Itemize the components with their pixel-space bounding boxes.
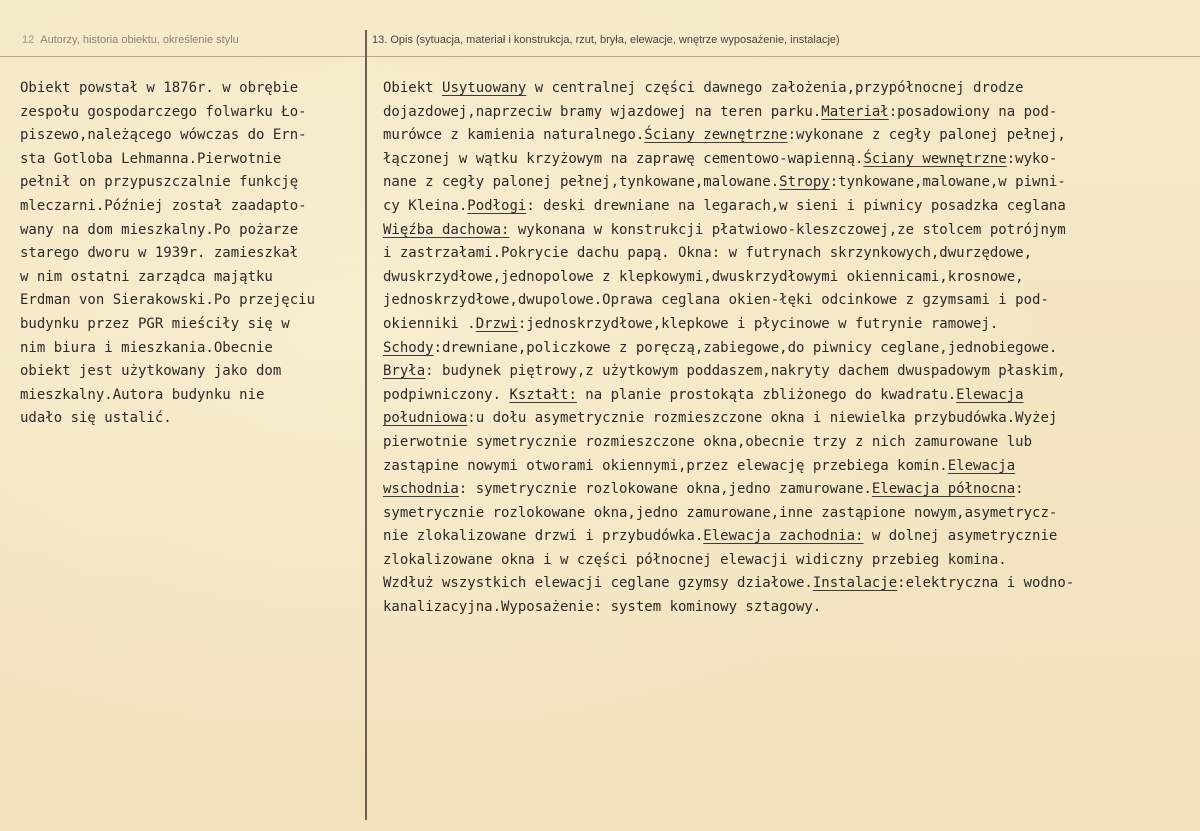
description-text: symetrycznie rozlokowane okna,jedno zamurowane,inne zastąpione nowym,asymetrycz- <box>383 504 1058 521</box>
description-text: Wzdłuż wszystkich elewacji ceglane gzymsy działowe. <box>383 575 813 592</box>
description-line <box>383 195 1074 219</box>
description-text-block <box>383 77 1074 620</box>
description-line <box>383 171 1074 195</box>
history-text-block <box>20 77 315 431</box>
history-line: pełnił on przypuszczalnie funkcję <box>20 174 299 191</box>
description-text: podpiwniczony. <box>383 386 510 403</box>
history-line: mleczarni.Później został zaadapto- <box>20 197 307 214</box>
description-text: łączonej w wątku krzyżowym na zaprawę cementowo-wapienną. <box>383 150 864 167</box>
section-13-header: 13. Opis (sytuacja, materiał i konstrukcja, rzut, bryła, elewacje, wnętrze wyposażenie, instalacje) <box>372 34 840 46</box>
description-text: zlokalizowane okna i w części północnej elewacji widiczny przebieg komina. <box>383 551 1007 568</box>
description-line <box>383 384 1074 408</box>
description-text: okienniki . <box>383 315 476 332</box>
description-text: :u dołu asymetrycznie rozmieszczone okna i niewielka przybudówka.Wyżej <box>467 410 1058 427</box>
description-text: :wyko- <box>1006 150 1058 167</box>
description-text: : symetrycznie rozlokowane okna,jedno zamurowane. <box>458 481 872 498</box>
description-text: w dolnej asymetrycznie <box>863 528 1058 545</box>
underlined-heading: Więźba dachowa: <box>383 221 510 238</box>
history-line: Erdman von Sierakowski.Po przejęciu <box>20 292 316 309</box>
history-line: Obiekt powstał w 1876r. w obrębie <box>20 80 299 96</box>
underlined-heading: Elewacja <box>947 457 1016 474</box>
underlined-heading: Bryła <box>383 363 426 380</box>
description-text: :jednoskrzydłowe,klepkowe i płycinowe w futrynie ramowej. <box>517 315 999 332</box>
underlined-heading: Usytuowany <box>442 80 527 96</box>
history-line: w nim ostatni zarządca majątku <box>20 268 273 285</box>
underlined-heading: Elewacja <box>956 386 1024 403</box>
history-line: zespołu gospodarczego folwarku Ło- <box>20 103 307 120</box>
underlined-heading: południowa <box>383 410 468 427</box>
description-line <box>383 572 1074 596</box>
description-line <box>383 266 1074 290</box>
description-line <box>383 478 1074 502</box>
description-line <box>383 219 1074 243</box>
description-line <box>383 525 1074 549</box>
description-line <box>383 77 1074 101</box>
description-text: nane z cegły palonej pełnej,tynkowane,malowane. <box>383 174 780 191</box>
description-line <box>383 101 1074 125</box>
history-line: nim biura i mieszkania.Obecnie <box>20 339 273 356</box>
underlined-heading: Stropy <box>779 174 830 191</box>
description-line <box>383 289 1074 313</box>
underlined-heading: wschodnia <box>383 481 459 498</box>
history-line: sta Gotloba Lehmanna.Pierwotnie <box>20 150 282 167</box>
description-text: wykonana w konstrukcji płatwiowo-kleszczowej,ze stolcem potrójnym <box>509 221 1066 238</box>
underlined-heading: Schody <box>383 339 434 356</box>
description-text: zastąpine nowymi otworami okiennymi,przez elewację przebiega komin. <box>383 457 948 474</box>
underlined-heading: Podłogi <box>467 197 527 214</box>
description-text: pierwotnie symetrycznie rozmieszczone okna,obecnie trzy z nich zamurowane lub <box>383 433 1033 450</box>
underlined-heading: Ściany zewnętrzne <box>644 127 788 144</box>
history-line: budynku przez PGR mieściły się w <box>20 315 290 332</box>
description-text: :elektryczna i wodno- <box>897 575 1075 592</box>
history-line: mieszkalny.Autora budynku nie <box>20 386 265 403</box>
description-line <box>383 124 1074 148</box>
header-rule <box>0 56 1200 57</box>
description-text: na planie prostokąta zbliżonego do kwadratu. <box>576 386 957 403</box>
history-line: starego dworu w 1939r. zamieszkał <box>20 245 299 262</box>
description-text: cy Kleina. <box>383 197 468 214</box>
underlined-heading: Materiał <box>821 103 889 120</box>
underlined-heading: Elewacja północna <box>871 481 1016 498</box>
description-text: jednoskrzydłowe,dwupolowe.Oprawa ceglana okien-łęki odcinkowe z gzymsami i pod- <box>383 292 1049 309</box>
description-line <box>383 313 1074 337</box>
section-12-header <box>22 34 352 46</box>
underlined-heading: Ściany wewnętrzne <box>863 150 1007 167</box>
underlined-heading: Elewacja zachodnia: <box>703 528 864 545</box>
description-line <box>383 148 1074 172</box>
description-text: :drewniane,policzkowe z poręczą,zabiegowe,do piwnicy ceglane,jednobiegowe. <box>433 339 1058 356</box>
description-text: i zastrzałami.Pokrycie dachu papą. Okna: w futrynach skrzynkowych,dwurzędowe, <box>383 245 1033 262</box>
history-line: udało się ustalić. <box>20 410 172 427</box>
description-line <box>383 407 1074 431</box>
description-line <box>383 337 1074 361</box>
description-text: kanalizacyjna.Wyposażenie: system kominowy sztagowy. <box>383 599 822 616</box>
history-line: obiekt jest użytkowany jako dom <box>20 363 282 380</box>
description-text: dojazdowej,naprzeciw bramy wjazdowej na teren parku. <box>383 103 822 120</box>
history-line: wany na dom mieszkalny.Po pożarze <box>20 221 299 238</box>
description-line <box>383 242 1074 266</box>
underlined-heading: Kształt: <box>509 386 577 403</box>
description-text: : budynek piętrowy,z użytkowym poddaszem,nakryty dachem dwuspadowym płaskim, <box>425 363 1066 380</box>
description-line <box>383 455 1074 479</box>
description-text: :posadowiony na pod- <box>888 103 1058 120</box>
description-line <box>383 431 1074 455</box>
description-text: : deski drewniane na legarach,w sieni i piwnicy posadzka ceglana <box>526 197 1066 214</box>
description-text: dwuskrzydłowe,jednopolowe z klepkowymi,dwuskrzydłowymi okiennicami,krosnowe, <box>383 268 1024 285</box>
description-text: w centralnej części dawnego założenia,przypółnocnej drodze <box>526 80 1024 96</box>
description-line <box>383 549 1074 573</box>
description-line <box>383 596 1074 620</box>
underlined-heading: Instalacje <box>812 575 898 592</box>
column-divider <box>365 30 367 820</box>
description-text: murówce z kamienia naturalnego. <box>383 127 645 144</box>
description-text: : <box>1015 481 1024 498</box>
history-line: piszewo,należącego wówczas do Ern- <box>20 127 307 144</box>
description-line <box>383 502 1074 526</box>
description-text: :tynkowane,malowane,w piwni- <box>829 174 1066 191</box>
description-text: nie zlokalizowane drzwi i przybudówka. <box>383 528 704 545</box>
description-line <box>383 360 1074 384</box>
section-12-label: Autorzy, historia obiektu, określenie stylu <box>40 34 239 46</box>
underlined-heading: Drzwi <box>475 315 518 332</box>
section-12-number: 12 <box>22 34 35 46</box>
description-text: Obiekt <box>383 80 443 96</box>
description-text: :wykonane z cegły palonej pełnej, <box>787 127 1066 144</box>
